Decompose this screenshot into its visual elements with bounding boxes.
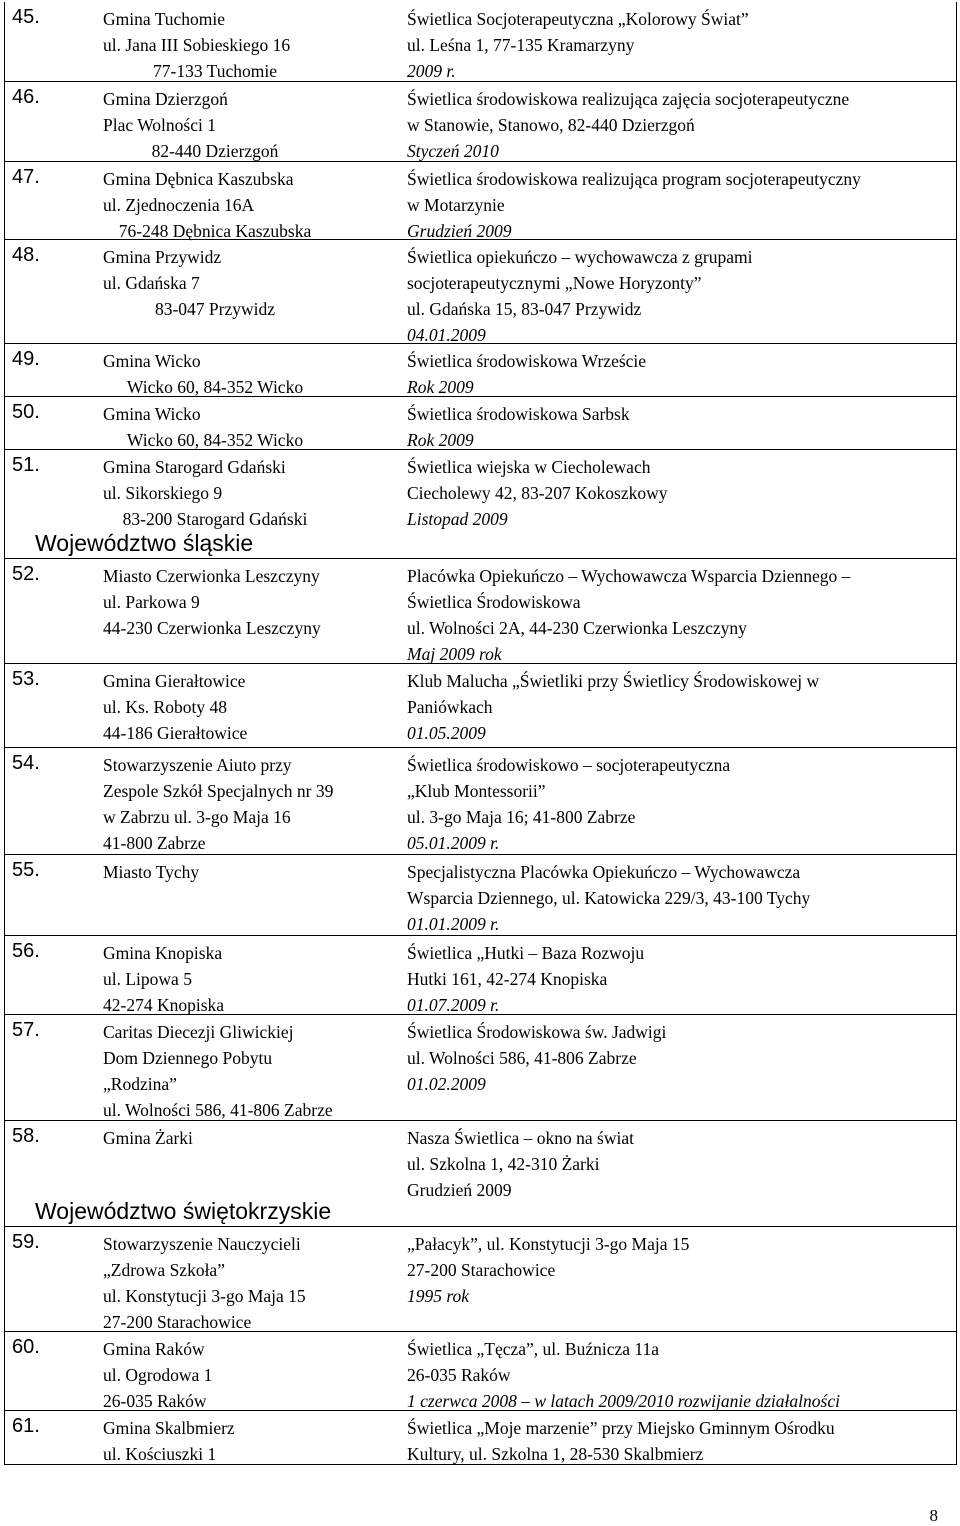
institution-line: Gmina Tuchomie [103, 9, 226, 29]
table-row [5, 1120, 956, 1198]
institution-line: Gmina Raków [103, 1339, 205, 1359]
institution [103, 1125, 403, 1151]
institution-line: Gmina Starogard Gdański [103, 457, 286, 477]
institution [103, 859, 403, 885]
facility-date: Rok 2009 [407, 377, 474, 397]
facility-date: Maj 2009 rok [407, 644, 502, 664]
facility-line: Placówka Opiekuńczo – Wychowawcza Wsparcia Dziennego – [407, 566, 851, 586]
facility-line: ul. Leśna 1, 77-135 Kramarzyny [407, 35, 635, 55]
institution-line: 83-200 Starogard Gdański [122, 509, 308, 529]
institution [103, 1415, 403, 1467]
table-row [5, 663, 956, 747]
institution-line: 76-248 Dębnica Kaszubska [118, 221, 312, 241]
institution-line: Stowarzyszenie Nauczycieli [103, 1234, 301, 1254]
table-row [5, 239, 956, 343]
facility-date: Rok 2009 [407, 430, 474, 450]
page-number: 8 [929, 1506, 938, 1525]
table-row [5, 81, 956, 161]
facility-line: 26-035 Raków [407, 1365, 511, 1385]
table-row [5, 747, 956, 854]
facility-line: ul. 3-go Maja 16; 41-800 Zabrze [407, 807, 636, 827]
institution-line: ul. Lipowa 5 [103, 969, 192, 989]
facility [407, 859, 947, 937]
institution-line: 26-035 Raków [103, 1391, 207, 1411]
institution-line: 42-274 Knopiska [103, 995, 225, 1015]
facility [407, 1415, 947, 1467]
institution-line: ul. Ks. Roboty 48 [103, 697, 227, 717]
facility [407, 940, 947, 1018]
entry-number: 54. [12, 752, 40, 774]
facility-line: Hutki 161, 42-274 Knopiska [407, 969, 608, 989]
facility-line: Świetlica Środowiskowa św. Jadwigi [407, 1022, 667, 1042]
facility-line: Nasza Świetlica – okno na świat [407, 1128, 634, 1148]
facility-line: Świetlica środowiskowa Sarbsk [407, 404, 630, 424]
facility-line: Świetlica „Hutki – Baza Rozwoju [407, 943, 645, 963]
institution-line: ul. Konstytucji 3-go Maja 15 [103, 1286, 306, 1306]
table-row [5, 161, 956, 239]
facility-line: w Motarzynie [407, 195, 505, 215]
facility [407, 454, 947, 532]
table-row [5, 935, 956, 1014]
facility-date: Grudzień 2009 [407, 221, 512, 241]
table-row [5, 449, 956, 530]
facility-line: Kultury, ul. Szkolna 1, 28-530 Skalbmierz [407, 1444, 704, 1464]
institution-line: Gmina Żarki [103, 1128, 193, 1148]
institution-line: Wicko 60, 84-352 Wicko [126, 377, 304, 397]
table-row [5, 1331, 956, 1410]
entry-number: 59. [12, 1231, 40, 1253]
institution-line: Gmina Knopiska [103, 943, 223, 963]
institution-line: Caritas Diecezji Gliwickiej [103, 1022, 294, 1042]
facility-date: 04.01.2009 [407, 325, 486, 345]
facility [407, 563, 947, 667]
facility-line: Ciecholewy 42, 83-207 Kokoszkowy [407, 483, 668, 503]
facility-line: ul. Szkolna 1, 42-310 Żarki [407, 1154, 600, 1174]
facility [407, 752, 947, 856]
institution-line: „Zdrowa Szkoła” [103, 1260, 225, 1280]
institution [103, 6, 403, 84]
facility-date: Styczeń 2010 [407, 141, 499, 161]
facility-date: 01.07.2009 r. [407, 995, 500, 1015]
table-row [5, 1226, 956, 1331]
entry-number: 47. [12, 166, 40, 188]
facility-date: 01.01.2009 r. [407, 914, 500, 934]
institution [103, 563, 403, 641]
institution-line: Stowarzyszenie Aiuto przy [103, 755, 292, 775]
institution-line: Gmina Wicko [103, 351, 201, 371]
institution [103, 348, 403, 400]
facility [407, 86, 947, 164]
institution [103, 1336, 403, 1414]
facility [407, 1231, 947, 1309]
institution-line: 44-186 Gierałtowice [103, 723, 248, 743]
institution-line: „Rodzina” [103, 1074, 177, 1094]
table-row [5, 343, 956, 396]
facility-date: Listopad 2009 [407, 509, 508, 529]
entry-number: 50. [12, 401, 40, 423]
facility-line: Świetlica „Tęcza”, ul. Buźnicza 11a [407, 1339, 659, 1359]
institution-line: ul. Wolności 586, 41-806 Zabrze [103, 1100, 333, 1120]
facility-line: 27-200 Starachowice [407, 1260, 556, 1280]
institution-line: Gmina Przywidz [103, 247, 222, 267]
institution-line: Plac Wolności 1 [103, 115, 216, 135]
institution-line: Gmina Gierałtowice [103, 671, 246, 691]
institution-line: Gmina Skalbmierz [103, 1418, 235, 1438]
facility-date: 1995 rok [407, 1286, 470, 1306]
institution [103, 244, 403, 322]
institution-line: 83-047 Przywidz [154, 299, 276, 319]
institution [103, 1231, 403, 1335]
entry-number: 46. [12, 86, 40, 108]
entry-number: 52. [12, 563, 40, 585]
region-title: Województwo śląskie [35, 530, 254, 556]
facility [407, 244, 947, 348]
institution [103, 1019, 403, 1123]
region-heading-swietokrzyskie [5, 1198, 956, 1226]
institution-line: Zespole Szkół Specjalnych nr 39 [103, 781, 334, 801]
entry-number: 61. [12, 1415, 40, 1437]
facility-line: Wsparcia Dziennego, ul. Katowicka 229/3, 43-100 Tychy [407, 888, 811, 908]
institution-line: 41-800 Zabrze [103, 833, 206, 853]
entry-number: 58. [12, 1125, 40, 1147]
facility-line: socjoterapeutycznymi „Nowe Horyzonty” [407, 273, 702, 293]
region-heading-slaskie [5, 530, 956, 558]
institution [103, 86, 403, 164]
facility [407, 166, 947, 244]
institution-line: Miasto Tychy [103, 862, 200, 882]
facility-line: Świetlica wiejska w Ciecholewach [407, 457, 651, 477]
facility [407, 348, 947, 400]
table-row [5, 1410, 956, 1464]
entry-number: 53. [12, 668, 40, 690]
facility-line: Świetlica „Moje marzenie” przy Miejsko Gminnym Ośrodku [407, 1418, 835, 1438]
table-row [5, 854, 956, 935]
facility-line: ul. Wolności 2A, 44-230 Czerwionka Leszczyny [407, 618, 747, 638]
institution-line: ul. Jana III Sobieskiego 16 [103, 35, 291, 55]
institution-line: Miasto Czerwionka Leszczyny [103, 566, 320, 586]
institution-line: 77-133 Tuchomie [153, 61, 277, 81]
table-row [5, 1014, 956, 1120]
institution-line: w Zabrzu ul. 3-go Maja 16 [103, 807, 291, 827]
facility-line: w Stanowie, Stanowo, 82-440 Dzierzgoń [407, 115, 695, 135]
institution-line: ul. Kościuszki 1 [103, 1444, 217, 1464]
facility-date: 1 czerwca 2008 – w latach 2009/2010 rozwijanie działalności [407, 1391, 840, 1411]
facility [407, 1336, 947, 1414]
facility-line: Świetlica Środowiskowa [407, 592, 581, 612]
facility-date: 01.05.2009 [407, 723, 486, 743]
facility-line: Grudzień 2009 [407, 1180, 512, 1200]
institution-line: ul. Parkowa 9 [103, 592, 200, 612]
institution-line: ul. Ogrodowa 1 [103, 1365, 213, 1385]
facility-line: Świetlica środowiskowa realizująca program socjoterapeutyczny [407, 169, 861, 189]
facility-line: Paniówkach [407, 697, 493, 717]
facility-line: „Klub Montessorii” [407, 781, 546, 801]
facility [407, 668, 947, 746]
institution-line: ul. Zjednoczenia 16A [103, 195, 255, 215]
table-row [5, 396, 956, 449]
institution-line: Wicko 60, 84-352 Wicko [126, 430, 304, 450]
institution-line: 44-230 Czerwionka Leszczyny [103, 618, 321, 638]
facility [407, 6, 947, 84]
institution-line: 27-200 Starachowice [103, 1312, 252, 1332]
institution-line: ul. Gdańska 7 [103, 273, 200, 293]
facility-line: Świetlica Socjoterapeutyczna „Kolorowy Świat” [407, 9, 749, 29]
document-table [4, 2, 957, 1465]
institution [103, 752, 403, 856]
facility-line: „Pałacyk”, ul. Konstytucji 3-go Maja 15 [407, 1234, 690, 1254]
facility-line: ul. Gdańska 15, 83-047 Przywidz [407, 299, 642, 319]
facility-line: Świetlica opiekuńczo – wychowawcza z grupami [407, 247, 753, 267]
facility-date: 01.02.2009 [407, 1074, 486, 1094]
facility [407, 1125, 947, 1203]
facility-line: Świetlica środowiskowa realizująca zajęcia socjoterapeutyczne [407, 89, 850, 109]
institution-line: Dom Dziennego Pobytu [103, 1048, 273, 1068]
facility-date: 05.01.2009 r. [407, 833, 500, 853]
institution [103, 401, 403, 453]
entry-number: 45. [12, 6, 40, 28]
institution-line: 82-440 Dzierzgoń [151, 141, 279, 161]
table-row [5, 2, 956, 81]
institution [103, 940, 403, 1018]
facility-line: ul. Wolności 586, 41-806 Zabrze [407, 1048, 637, 1068]
entry-number: 51. [12, 454, 40, 476]
facility-line: Świetlica środowiskowa Wrzeście [407, 351, 647, 371]
entry-number: 48. [12, 244, 40, 266]
table-row [5, 558, 956, 663]
facility-line: Specjalistyczna Placówka Opiekuńczo – Wychowawcza [407, 862, 801, 882]
institution [103, 454, 403, 532]
institution-line: Gmina Dębnica Kaszubska [103, 169, 294, 189]
facility-date: 2009 r. [407, 61, 456, 81]
institution-line: Gmina Wicko [103, 404, 201, 424]
region-title: Województwo świętokrzyskie [35, 1198, 332, 1224]
facility [407, 401, 947, 453]
entry-number: 60. [12, 1336, 40, 1358]
institution-line: Gmina Dzierzgoń [103, 89, 228, 109]
institution [103, 668, 403, 746]
facility [407, 1019, 947, 1097]
institution [103, 166, 403, 244]
institution-line: ul. Sikorskiego 9 [103, 483, 223, 503]
facility-line: Świetlica środowiskowo – socjoterapeutyczna [407, 755, 731, 775]
entry-number: 56. [12, 940, 40, 962]
entry-number: 57. [12, 1019, 40, 1041]
entry-number: 55. [12, 859, 40, 881]
entry-number: 49. [12, 348, 40, 370]
facility-line: Klub Malucha „Świetliki przy Świetlicy Środowiskowej w [407, 671, 820, 691]
